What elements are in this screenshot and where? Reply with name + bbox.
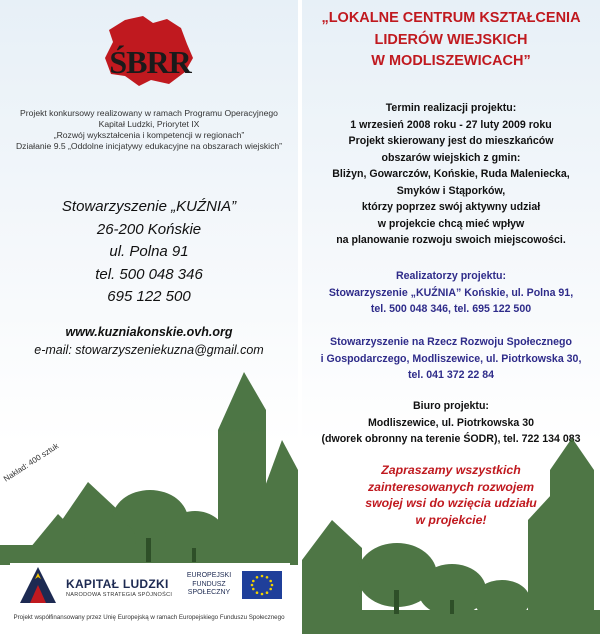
efs-line: FUNDUSZ [192, 580, 226, 588]
phone-1: tel. 500 048 346 [95, 265, 203, 283]
info-line: Bliżyn, Gowarczów, Końskie, Ruda Maleniecka, [332, 168, 570, 180]
kapital-ludzki-subtitle: NARODOWA STRATEGIA SPÓJNOŚCI [66, 592, 173, 598]
office-heading: Biuro projektu: [413, 400, 489, 412]
kapital-ludzki-logo-icon [16, 565, 60, 605]
program-info-line: Projekt konkursowy realizowany w ramach Programu Operacyjnego [20, 108, 278, 118]
invite-line: Zapraszamy wszystkich [381, 463, 521, 477]
efs-label [180, 572, 238, 598]
title-line: W MODLISZEWICACH” [371, 53, 531, 69]
title-line: LIDERÓW WIEJSKICH [374, 31, 528, 48]
realizer-line: Stowarzyszenie „KUŹNIA” Końskie, ul. Polna 91, [328, 286, 574, 299]
logo-text: ŚBRR [109, 44, 191, 80]
realizer-line: i Gospodarczego, Modliszewice, ul. Piotrkowska 30, [320, 352, 582, 365]
left-panel [0, 0, 298, 634]
funding-logos [10, 563, 290, 607]
city: 26-200 Końskie [96, 220, 202, 238]
office-line: (dworek obronny na terenie ŚODR), tel. 722 134 083 [321, 433, 581, 445]
village-illustration-right [302, 0, 600, 634]
right-panel [302, 0, 600, 634]
realizer-line: tel. 500 048 346, tel. 695 122 500 [370, 303, 532, 315]
info-line: Projekt skierowany jest do mieszkańców [348, 135, 554, 147]
info-line: Termin realizacji projektu: [385, 102, 517, 114]
org-name: Stowarzyszenie „KUŹNIA” [61, 198, 237, 215]
phone-2: 695 122 500 [107, 288, 191, 305]
info-line: obszarów wiejskich z gmin: [381, 151, 521, 164]
website-link[interactable]: www.kuzniakonskie.ovh.org [65, 325, 233, 339]
invite-line: w projekcie! [415, 512, 487, 527]
info-line: 1 wrzesień 2008 roku - 27 luty 2009 roku [350, 118, 552, 131]
efs-line: SPOŁECZNY [187, 589, 231, 596]
realizer-line: tel. 041 372 22 84 [408, 369, 494, 381]
print-run-note: Nakład: 400 sztuk [2, 441, 61, 484]
efs-line: EUROPEJSKI [186, 572, 232, 579]
program-info-line: Kapitał Ludzki, Priorytet IX [98, 119, 200, 129]
office-line: Modliszewice, ul. Piotrkowska 30 [367, 416, 535, 429]
title-line: „LOKALNE CENTRUM KSZTAŁCENIA [321, 10, 581, 26]
info-line: Smyków i Stąporków, [396, 184, 506, 197]
info-line: którzy poprzez swój aktywny udział [361, 201, 541, 213]
street: ul. Polna 91 [109, 243, 189, 260]
cofinancing-note: Projekt współfinansowany przez Unię Europejską w ramach Europejskiego Funduszu Społecznego [13, 614, 285, 621]
village-illustration [0, 0, 298, 634]
realizers-heading: Realizatorzy projektu: [395, 270, 507, 282]
info-line: na planowanie rozwoju swoich miejscowości. [336, 234, 566, 246]
email-link[interactable]: e-mail: stowarzyszeniekuzna@gmail.com [34, 343, 264, 357]
kapital-ludzki-title: KAPITAŁ LUDZKI [66, 577, 169, 591]
realizer-line: Stowarzyszenie na Rzecz Rozwoju Społecznego [330, 336, 572, 348]
invite-line: swojej wsi do wzięcia udziału [365, 496, 537, 510]
eu-flag-icon [242, 571, 282, 599]
program-info-line: Działanie 9.5 „Oddolne inicjatywy edukacyjne na obszarach wiejskich” [15, 141, 283, 151]
info-line: w projekcie chcą mieć wpływ [377, 217, 525, 230]
program-info-line: „Rozwój wykształcenia i kompetencji w regionach” [53, 130, 245, 140]
invite-line: zainteresowanych rozwojem [367, 479, 535, 494]
